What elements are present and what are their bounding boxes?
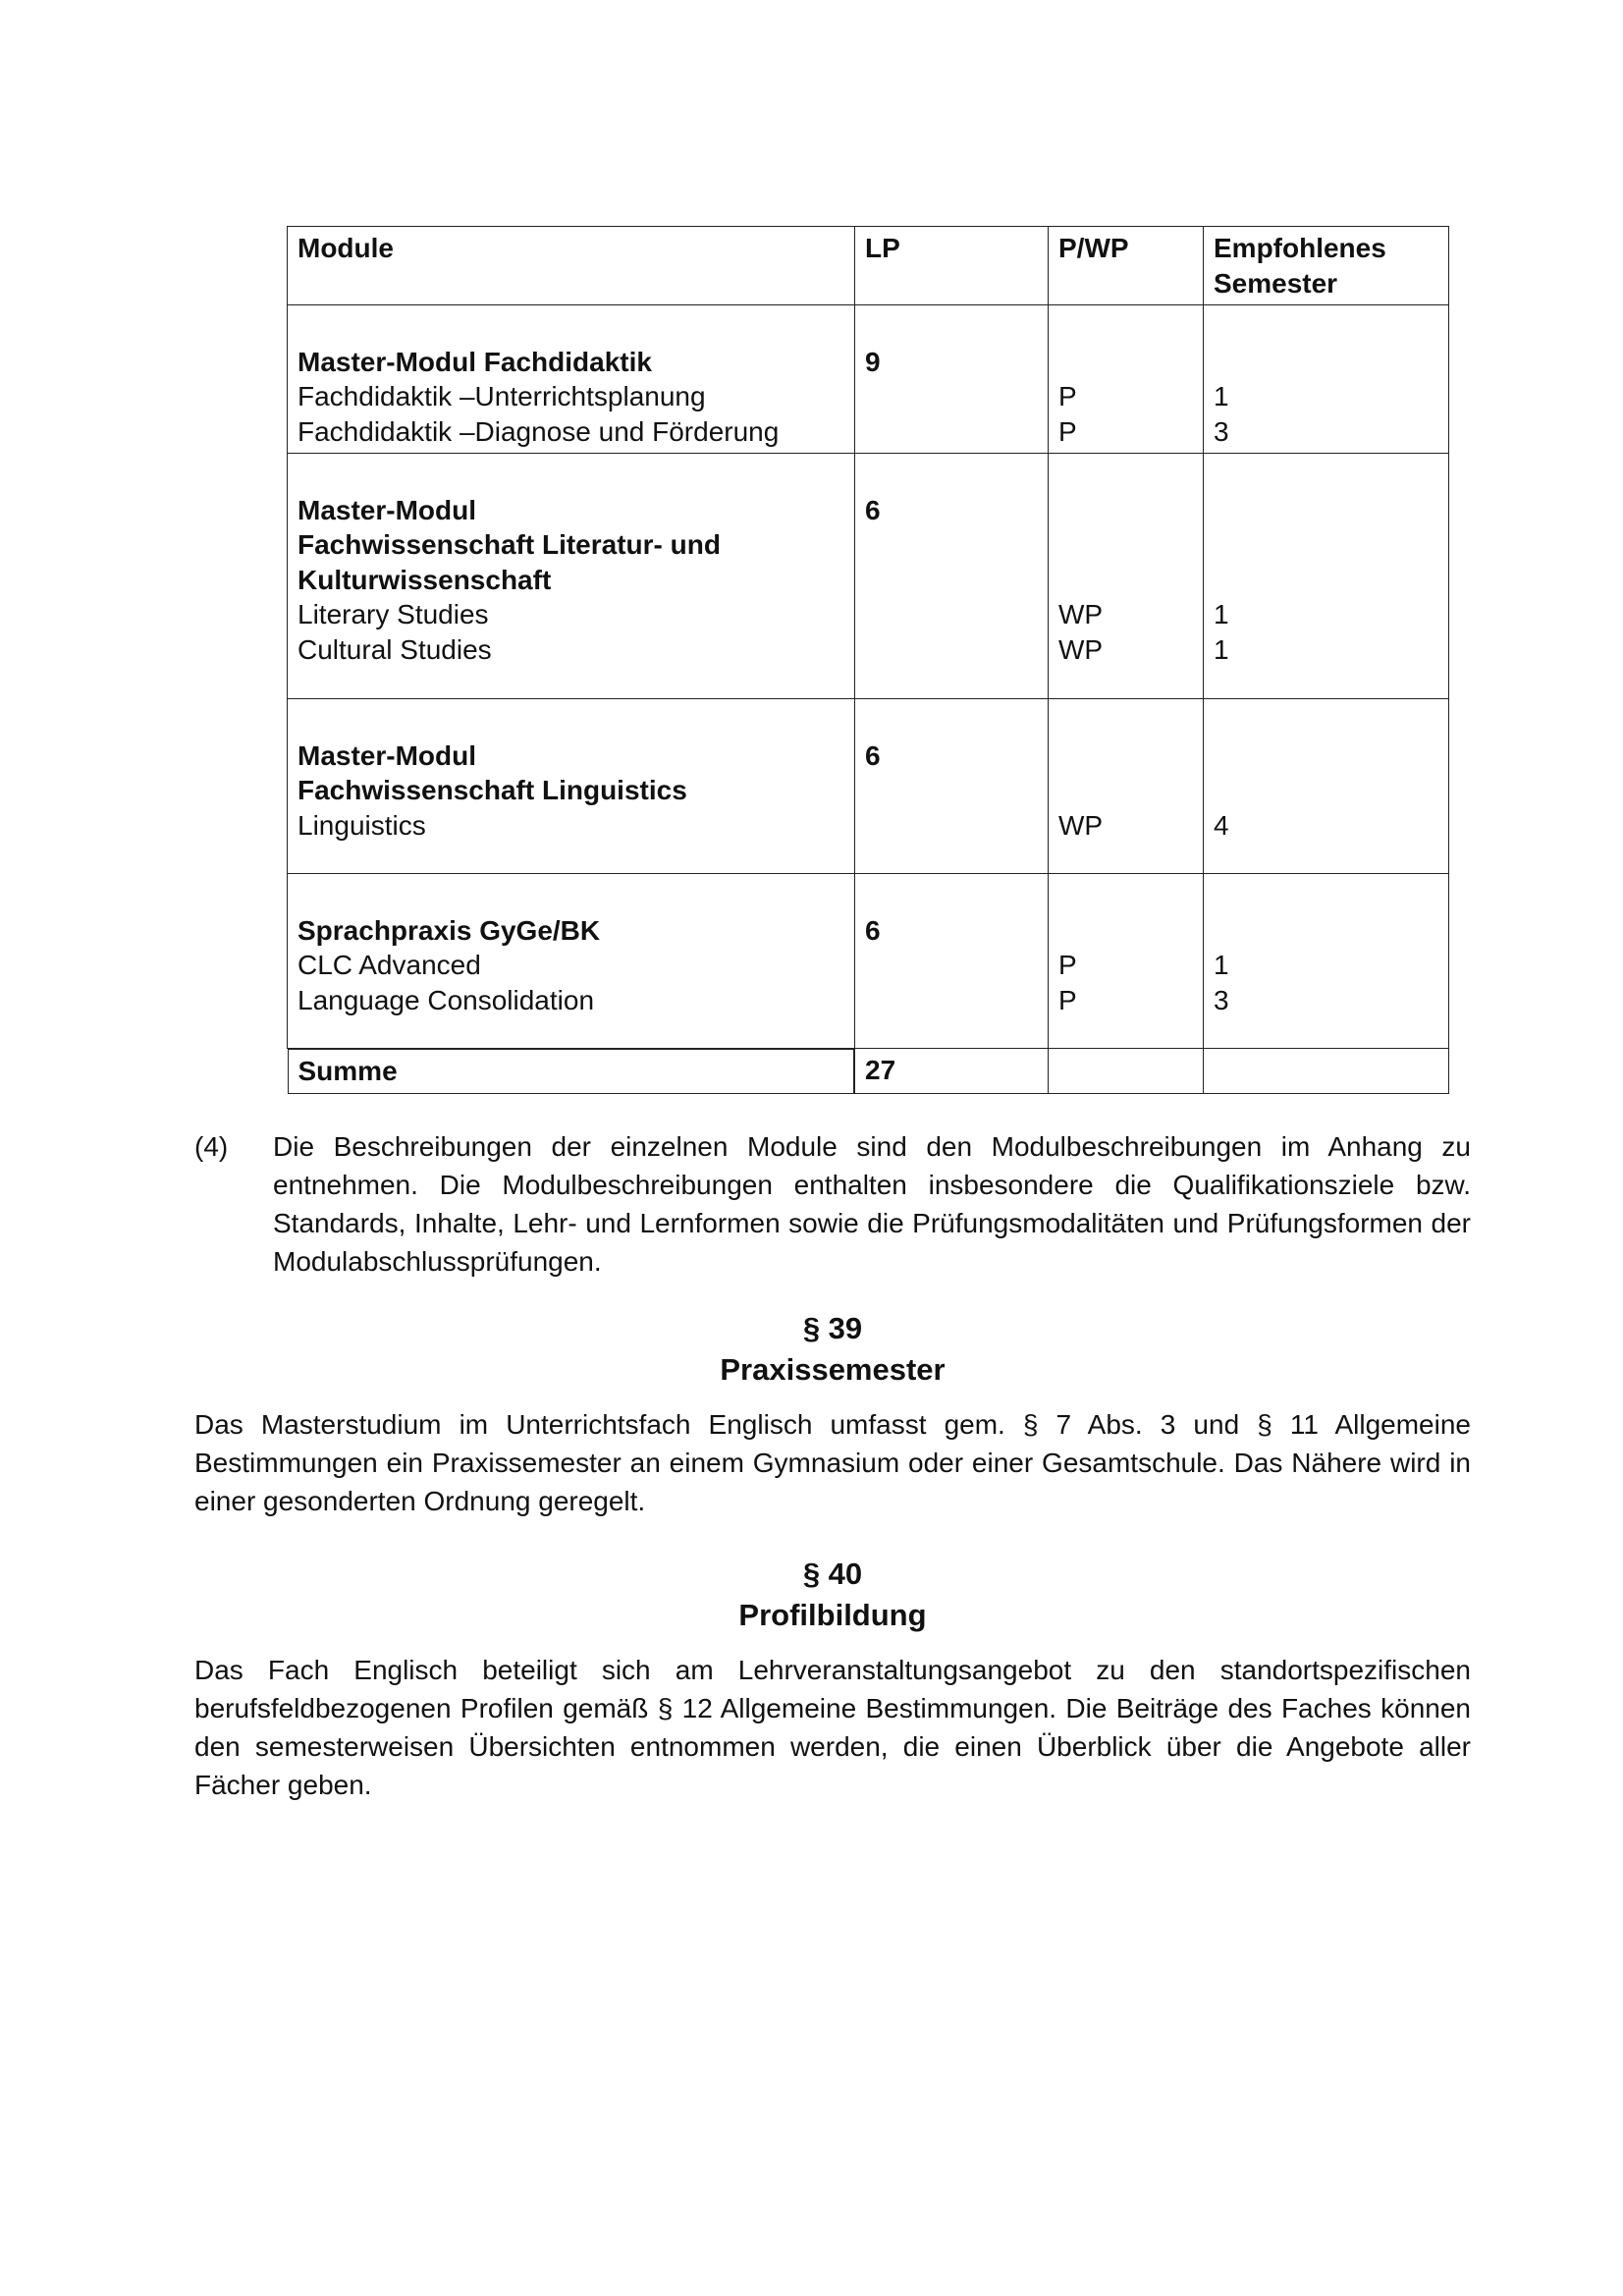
- table-header-row: [288, 227, 1449, 305]
- semester-value: 1: [1214, 381, 1229, 411]
- semester-value: 3: [1214, 415, 1229, 447]
- module-table: [287, 226, 1449, 1094]
- module-cell: [288, 874, 855, 1049]
- pwp-cell: [1049, 454, 1204, 699]
- course-name: Cultural Studies: [298, 633, 492, 665]
- header-pwp: P/WP: [1049, 227, 1204, 305]
- lp-cell: [855, 454, 1049, 699]
- header-semester: Empfohlenes Semester: [1204, 227, 1449, 305]
- module-cell: [288, 699, 855, 874]
- lp-cell: [855, 874, 1049, 1049]
- sum-semester-empty: [1204, 1049, 1449, 1094]
- table-row: [288, 305, 1449, 454]
- module-title: Master-Modul Fachdidaktik: [298, 346, 652, 377]
- pwp-value: P: [1058, 381, 1077, 411]
- section-title: Profilbildung: [738, 1598, 927, 1632]
- semester-cell: [1204, 305, 1449, 454]
- lp-value: 9: [865, 346, 881, 377]
- pwp-cell: [1049, 874, 1204, 1049]
- course-name: CLC Advanced: [298, 950, 481, 980]
- module-title: Sprachpraxis GyGe/BK: [298, 914, 601, 946]
- course-name: Fachdidaktik –Unterrichtsplanung: [298, 381, 706, 411]
- semester-cell: [1204, 874, 1449, 1049]
- semester-value: 3: [1214, 984, 1229, 1015]
- module-cell: [288, 305, 855, 454]
- sum-row: [288, 1049, 1449, 1094]
- pwp-cell: [1049, 305, 1204, 454]
- sum-lp: 27: [855, 1049, 1049, 1094]
- lp-cell: [855, 699, 1049, 874]
- module-title: Kulturwissenschaft: [298, 564, 552, 595]
- lp-value: 6: [865, 739, 881, 771]
- pwp-value: WP: [1058, 633, 1104, 665]
- lp-cell: [855, 305, 1049, 454]
- section-text: Das Masterstudium im Unterrichtsfach Englisch umfasst gem. § 7 Abs. 3 und § 11 Allgemeine Bestimmungen ein Praxissemester an einem Gymnasium oder einer Gesamtschule. Das Nähere wird in einer gesonderten Ordnung geregelt.: [194, 1409, 1471, 1516]
- sum-pwp-empty: [1049, 1049, 1204, 1094]
- section-number: § 40: [802, 1557, 863, 1591]
- pwp-value: WP: [1058, 599, 1104, 629]
- section-number: § 39: [802, 1311, 863, 1345]
- lp-value: 6: [865, 494, 881, 525]
- paragraph-text: Die Beschreibungen der einzelnen Module sind den Modulbeschreibungen im Anhang zu entnehmen. Die Modulbeschreibungen enthalten insbesondere die Qualifikationsziele bzw. Standards, Inhalte, Lehr- und Lernformen sowie die Prüfungsmodalitäten und Prüfungsformen der Modulabschlussprüfungen.: [273, 1131, 1471, 1277]
- semester-cell: [1204, 699, 1449, 874]
- pwp-value: P: [1058, 984, 1077, 1015]
- section-text: Das Fach Englisch beteiligt sich am Lehrveranstaltungsangebot zu den standortspezifischen berufsfeldbezogenen Profilen gemäß § 12 Allgemeine Bestimmungen. Die Beiträge des Faches können den semesterweisen Übersichten entnommen werden, die einen Überblick über die Angebote aller Fächer geben.: [194, 1655, 1471, 1800]
- lp-value: 6: [865, 914, 881, 946]
- module-title: Fachwissenschaft Literatur- und: [298, 529, 721, 560]
- module-cell: [288, 454, 855, 699]
- pwp-value: P: [1058, 415, 1077, 447]
- course-name: Language Consolidation: [298, 984, 595, 1015]
- sum-label: Summe: [288, 1049, 855, 1094]
- pwp-value: P: [1058, 950, 1077, 980]
- table-row: [288, 454, 1449, 699]
- table-row: [288, 699, 1449, 874]
- semester-cell: [1204, 454, 1449, 699]
- table-row: [288, 874, 1449, 1049]
- module-title: Master-Modul: [298, 739, 476, 771]
- semester-value: 4: [1214, 809, 1229, 841]
- semester-value: 1: [1214, 950, 1229, 980]
- course-name: Linguistics: [298, 809, 426, 841]
- section-title: Praxissemester: [720, 1352, 946, 1387]
- pwp-cell: [1049, 699, 1204, 874]
- module-title: Master-Modul: [298, 494, 476, 525]
- course-name: Fachdidaktik –Diagnose und Förderung: [298, 415, 780, 447]
- paragraph-number: (4): [194, 1131, 229, 1162]
- header-lp: LP: [855, 227, 1049, 305]
- course-name: Literary Studies: [298, 599, 489, 629]
- semester-value: 1: [1214, 599, 1229, 629]
- header-module: Module: [288, 227, 855, 305]
- module-title: Fachwissenschaft Linguistics: [298, 775, 687, 805]
- semester-value: 1: [1214, 633, 1229, 665]
- pwp-value: WP: [1058, 809, 1104, 841]
